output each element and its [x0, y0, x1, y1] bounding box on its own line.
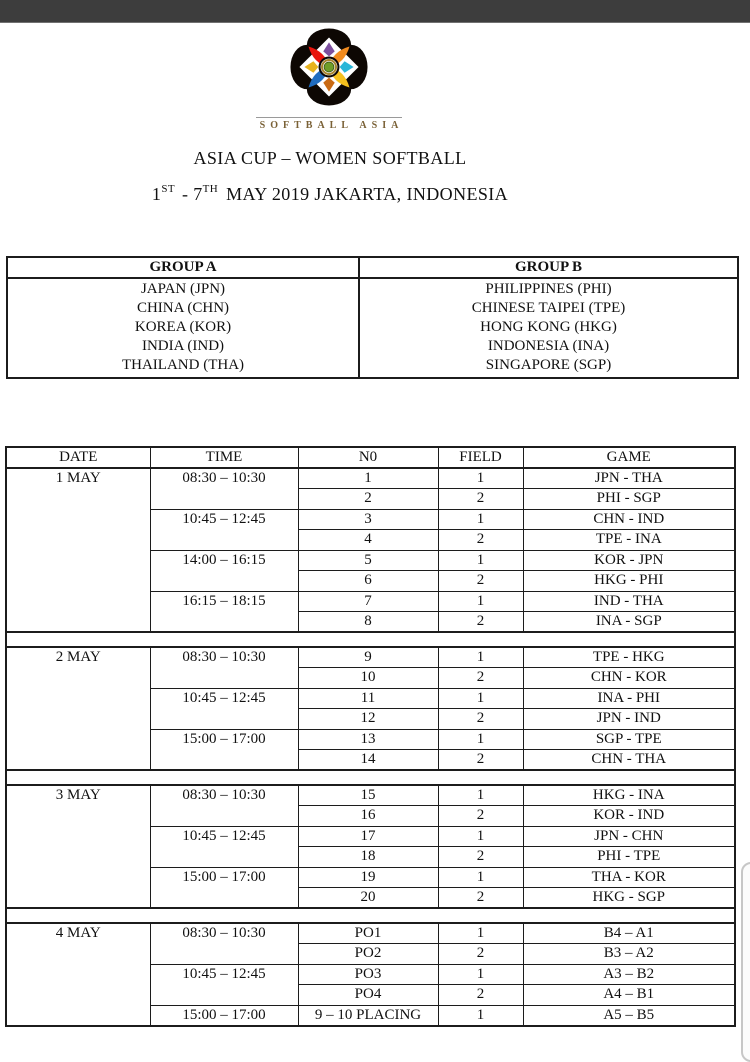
logo-brand-text: SOFTBALL ASIA — [259, 120, 404, 131]
schedule-separator-cell — [6, 632, 735, 647]
schedule-time-cell: 08:30 – 10:30 — [150, 923, 298, 964]
schedule-field-cell: 1 — [438, 867, 523, 888]
schedule-game-cell: SGP - TPE — [523, 729, 735, 750]
schedule-field-cell: 1 — [438, 785, 523, 806]
col-header-date: DATE — [6, 447, 150, 468]
schedule-no-cell: 5 — [298, 550, 438, 571]
schedule-game-row — [6, 785, 735, 806]
col-header-time: TIME — [150, 447, 298, 468]
schedule-no-cell: 4 — [298, 530, 438, 551]
group-b-header: GROUP B — [359, 257, 738, 278]
group-b-cell — [359, 278, 738, 378]
schedule-game-cell: TPE - INA — [523, 530, 735, 551]
schedule-no-cell: 10 — [298, 668, 438, 689]
schedule-separator-row — [6, 770, 735, 785]
schedule-field-cell: 1 — [438, 468, 523, 489]
schedule-game-cell: B3 – A2 — [523, 944, 735, 965]
schedule-separator-cell — [6, 770, 735, 785]
group-a-team: KOREA (KOR) — [134, 319, 232, 335]
group-b-team: CHINESE TAIPEI (TPE) — [471, 300, 626, 316]
schedule-field-cell: 1 — [438, 1005, 523, 1026]
schedule-no-cell: 19 — [298, 867, 438, 888]
schedule-game-cell: CHN - THA — [523, 750, 735, 771]
group-b-team: HONG KONG (HKG) — [480, 319, 617, 335]
group-a-team: JAPAN (JPN) — [140, 281, 226, 297]
schedule-no-cell: 9 — [298, 647, 438, 668]
schedule-time-cell: 15:00 – 17:00 — [150, 729, 298, 770]
schedule-field-cell: 1 — [438, 550, 523, 571]
schedule-no-cell: 2 — [298, 489, 438, 510]
groups-header-row — [7, 257, 738, 278]
page-title: ASIA CUP – WOMEN SOFTBALL — [193, 148, 467, 168]
schedule-game-cell: HKG - SGP — [523, 888, 735, 909]
schedule-time-cell: 15:00 – 17:00 — [150, 867, 298, 908]
schedule-field-cell: 1 — [438, 923, 523, 944]
group-b-team: SINGAPORE (SGP) — [485, 357, 612, 373]
schedule-game-cell: A5 – B5 — [523, 1005, 735, 1026]
schedule-field-cell: 2 — [438, 944, 523, 965]
schedule-no-cell: 15 — [298, 785, 438, 806]
col-header-field: FIELD — [438, 447, 523, 468]
col-header-game: GAME — [523, 447, 735, 468]
schedule-field-cell: 2 — [438, 530, 523, 551]
schedule-field-cell: 2 — [438, 888, 523, 909]
schedule-game-cell: B4 – A1 — [523, 923, 735, 944]
schedule-game-cell: A4 – B1 — [523, 985, 735, 1006]
scrollbar-thumb[interactable] — [741, 862, 750, 1062]
schedule-game-cell: IND - THA — [523, 591, 735, 612]
schedule-field-cell: 1 — [438, 647, 523, 668]
schedule-date-cell: 2 MAY — [6, 647, 150, 770]
schedule-game-cell: INA - PHI — [523, 688, 735, 709]
subtitle-day-end: - 7 — [181, 184, 203, 204]
schedule-game-cell: KOR - IND — [523, 806, 735, 827]
groups-body-row — [7, 278, 738, 378]
schedule-time-cell: 16:15 – 18:15 — [150, 591, 298, 632]
schedule-game-cell: JPN - CHN — [523, 826, 735, 847]
schedule-no-cell: 3 — [298, 509, 438, 530]
group-b-team: INDONESIA (INA) — [487, 338, 610, 354]
schedule-field-cell: 2 — [438, 750, 523, 771]
schedule-no-cell: 16 — [298, 806, 438, 827]
schedule-no-cell: 1 — [298, 468, 438, 489]
schedule-field-cell: 1 — [438, 729, 523, 750]
schedule-date-cell: 1 MAY — [6, 468, 150, 632]
schedule-game-cell: CHN - IND — [523, 509, 735, 530]
schedule-field-cell: 1 — [438, 509, 523, 530]
schedule-date-cell: 3 MAY — [6, 785, 150, 908]
schedule-field-cell: 2 — [438, 612, 523, 633]
schedule-no-cell: 12 — [298, 709, 438, 730]
logo-divider — [256, 117, 402, 118]
schedule-no-cell: PO1 — [298, 923, 438, 944]
group-a-team: CHINA (CHN) — [136, 300, 230, 316]
softball-asia-flower-icon — [287, 26, 371, 108]
schedule-no-cell: 18 — [298, 847, 438, 868]
schedule-time-cell: 10:45 – 12:45 — [150, 688, 298, 729]
schedule-game-cell: PHI - SGP — [523, 489, 735, 510]
group-a-team: THAILAND (THA) — [121, 357, 245, 373]
schedule-table — [5, 446, 736, 1027]
softball-asia-logo — [240, 26, 418, 131]
schedule-field-cell: 2 — [438, 489, 523, 510]
schedule-header-row — [6, 447, 735, 468]
schedule-no-cell: PO2 — [298, 944, 438, 965]
schedule-field-cell: 1 — [438, 688, 523, 709]
schedule-time-cell: 10:45 – 12:45 — [150, 509, 298, 550]
schedule-no-cell: 17 — [298, 826, 438, 847]
schedule-time-cell: 08:30 – 10:30 — [150, 785, 298, 826]
schedule-time-cell: 08:30 – 10:30 — [150, 468, 298, 509]
subtitle-ordinal-st: ST — [161, 183, 175, 195]
schedule-field-cell: 2 — [438, 806, 523, 827]
schedule-game-cell: HKG - PHI — [523, 571, 735, 592]
schedule-time-cell: 08:30 – 10:30 — [150, 647, 298, 688]
schedule-no-cell: 11 — [298, 688, 438, 709]
group-a-team: INDIA (IND) — [141, 338, 225, 354]
schedule-game-cell: JPN - THA — [523, 468, 735, 489]
schedule-field-cell: 1 — [438, 826, 523, 847]
schedule-time-cell: 10:45 – 12:45 — [150, 826, 298, 867]
subtitle-rest: MAY 2019 JAKARTA, INDONESIA — [226, 184, 509, 204]
schedule-separator-cell — [6, 908, 735, 923]
subtitle-ordinal-th: TH — [202, 183, 219, 195]
schedule-no-cell: PO3 — [298, 964, 438, 985]
schedule-no-cell: 8 — [298, 612, 438, 633]
schedule-no-cell: 13 — [298, 729, 438, 750]
schedule-time-cell: 15:00 – 17:00 — [150, 1005, 298, 1026]
schedule-no-cell: 14 — [298, 750, 438, 771]
group-b-team: PHILIPPINES (PHI) — [485, 281, 612, 297]
schedule-time-cell: 14:00 – 16:15 — [150, 550, 298, 591]
schedule-field-cell: 2 — [438, 571, 523, 592]
schedule-game-cell: HKG - INA — [523, 785, 735, 806]
schedule-separator-row — [6, 632, 735, 647]
group-a-cell — [7, 278, 359, 378]
schedule-game-cell: JPN - IND — [523, 709, 735, 730]
schedule-field-cell: 2 — [438, 668, 523, 689]
col-header-no: N0 — [298, 447, 438, 468]
groups-table — [6, 256, 739, 379]
page-subtitle — [0, 184, 660, 205]
schedule-no-cell: 6 — [298, 571, 438, 592]
schedule-date-cell: 4 MAY — [6, 923, 150, 1026]
schedule-no-cell: 7 — [298, 591, 438, 612]
schedule-no-cell: PO4 — [298, 985, 438, 1006]
viewer-top-bar — [0, 0, 750, 23]
document-header — [0, 148, 660, 205]
subtitle-day-start: 1 — [151, 184, 162, 204]
schedule-game-cell: A3 – B2 — [523, 964, 735, 985]
schedule-game-row — [6, 468, 735, 489]
schedule-game-cell: PHI - TPE — [523, 847, 735, 868]
schedule-no-cell: 20 — [298, 888, 438, 909]
schedule-game-row — [6, 923, 735, 944]
schedule-game-row — [6, 647, 735, 668]
schedule-time-cell: 10:45 – 12:45 — [150, 964, 298, 1005]
schedule-game-cell: CHN - KOR — [523, 668, 735, 689]
schedule-game-cell: INA - SGP — [523, 612, 735, 633]
schedule-field-cell: 2 — [438, 709, 523, 730]
schedule-field-cell: 2 — [438, 847, 523, 868]
schedule-game-cell: TPE - HKG — [523, 647, 735, 668]
schedule-field-cell: 1 — [438, 964, 523, 985]
schedule-separator-row — [6, 908, 735, 923]
schedule-no-cell: 9 – 10 PLACING — [298, 1005, 438, 1026]
schedule-field-cell: 1 — [438, 591, 523, 612]
group-a-header: GROUP A — [7, 257, 359, 278]
schedule-game-cell: THA - KOR — [523, 867, 735, 888]
schedule-field-cell: 2 — [438, 985, 523, 1006]
schedule-game-cell: KOR - JPN — [523, 550, 735, 571]
